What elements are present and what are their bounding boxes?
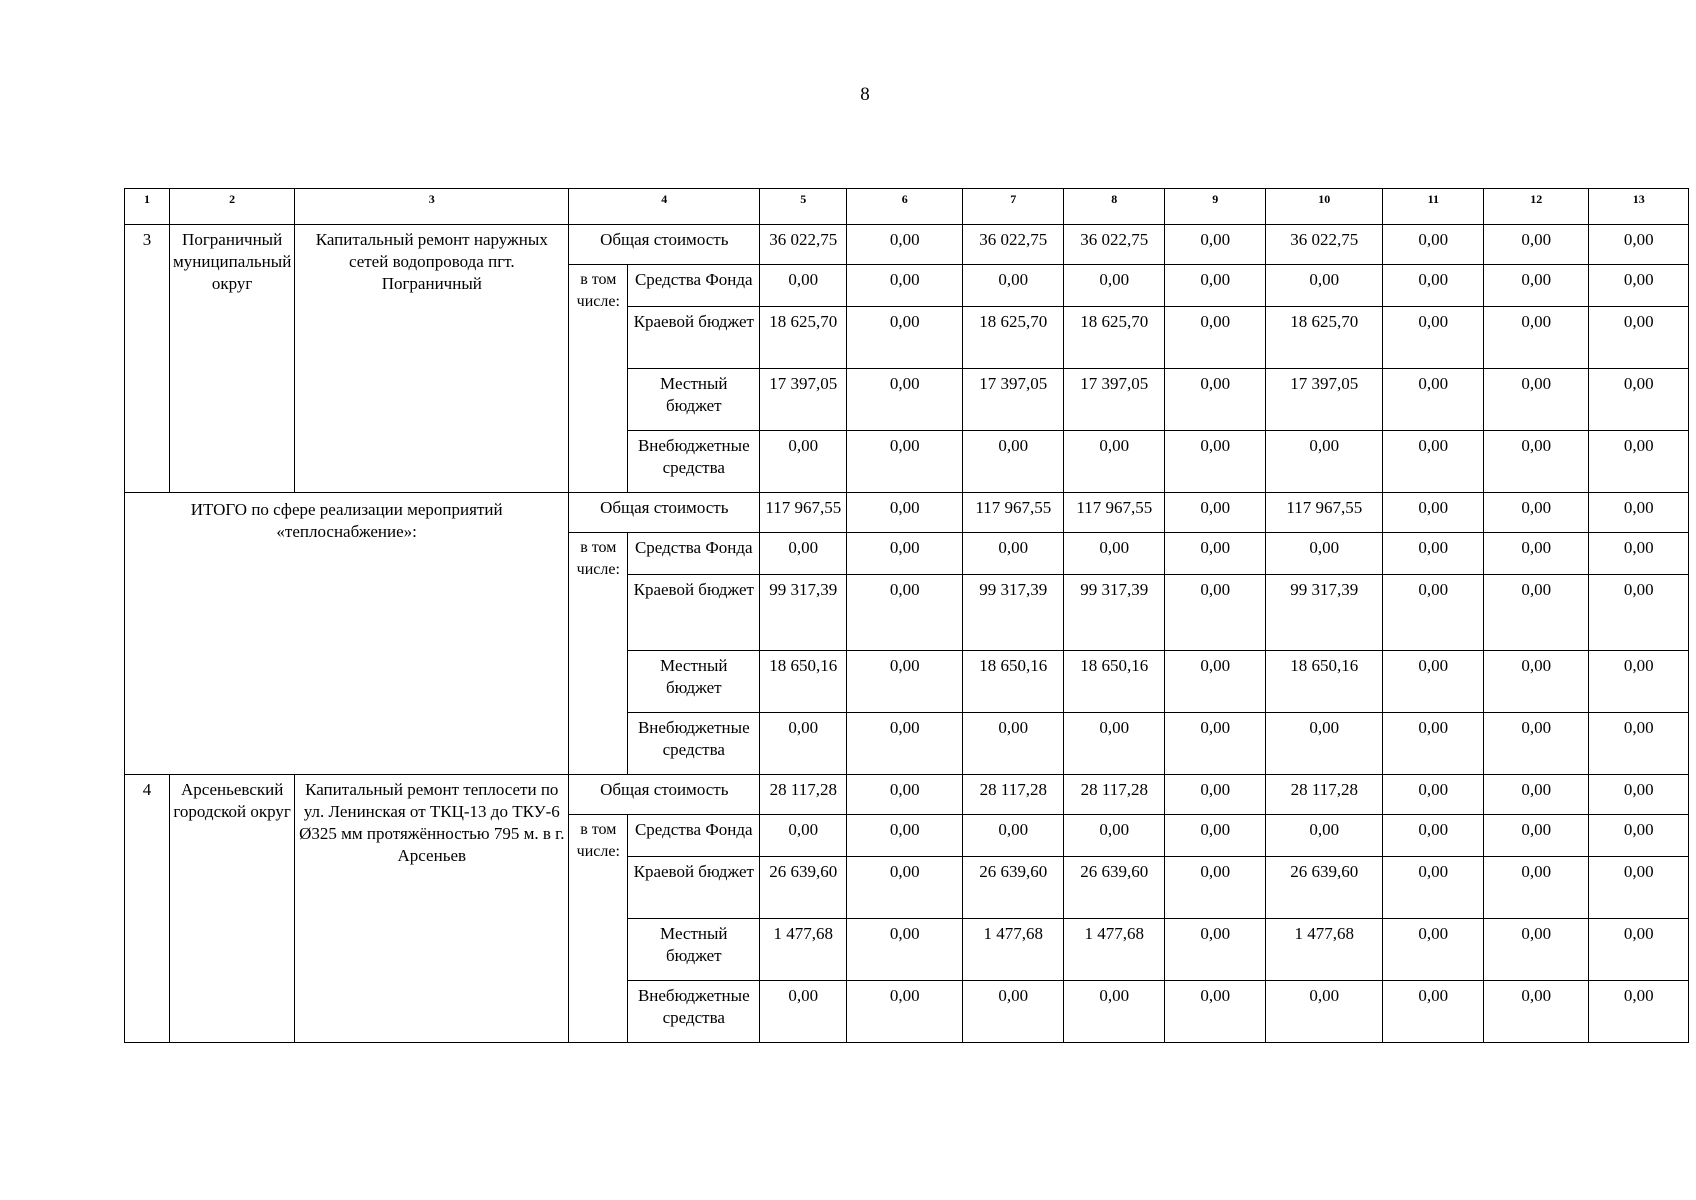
total-label: ИТОГО по сфере реализации мероприятий «теплоснабжение»: xyxy=(125,493,569,775)
in-that-number-label: в том числе: xyxy=(569,533,628,775)
value-cell: 0,00 xyxy=(760,981,847,1043)
value-cell: 0,00 xyxy=(1589,307,1689,369)
value-cell: 99 317,39 xyxy=(1266,575,1383,651)
value-cell: 0,00 xyxy=(1484,857,1589,919)
row-number: 4 xyxy=(125,775,170,1043)
total-cost-label: Общая стоимость xyxy=(569,493,760,533)
column-header: 1 xyxy=(125,189,170,225)
value-cell: 0,00 xyxy=(1165,713,1266,775)
funding-source-label: Внебюджетные средства xyxy=(628,713,760,775)
value-cell: 0,00 xyxy=(1484,981,1589,1043)
value-cell: 0,00 xyxy=(1484,575,1589,651)
funding-source-label: Краевой бюджет xyxy=(628,857,760,919)
value-cell: 0,00 xyxy=(1484,919,1589,981)
value-cell: 0,00 xyxy=(963,265,1064,307)
value-cell: 0,00 xyxy=(1064,533,1165,575)
value-cell: 17 397,05 xyxy=(1064,369,1165,431)
value-cell: 0,00 xyxy=(760,713,847,775)
value-cell: 0,00 xyxy=(1383,775,1484,815)
value-cell: 0,00 xyxy=(1165,775,1266,815)
value-cell: 0,00 xyxy=(1383,493,1484,533)
value-cell: 0,00 xyxy=(1484,493,1589,533)
value-cell: 0,00 xyxy=(847,815,963,857)
value-cell: 0,00 xyxy=(1383,919,1484,981)
column-header: 10 xyxy=(1266,189,1383,225)
value-cell: 0,00 xyxy=(1589,981,1689,1043)
value-cell: 0,00 xyxy=(1589,775,1689,815)
value-cell: 0,00 xyxy=(847,225,963,265)
in-that-number-label: в том числе: xyxy=(569,815,628,1043)
value-cell: 0,00 xyxy=(847,431,963,493)
value-cell: 36 022,75 xyxy=(760,225,847,265)
column-header: 9 xyxy=(1165,189,1266,225)
value-cell: 0,00 xyxy=(1383,815,1484,857)
column-header: 4 xyxy=(569,189,760,225)
value-cell: 99 317,39 xyxy=(1064,575,1165,651)
value-cell: 26 639,60 xyxy=(963,857,1064,919)
value-cell: 0,00 xyxy=(1165,431,1266,493)
value-cell: 36 022,75 xyxy=(1064,225,1165,265)
value-cell: 0,00 xyxy=(1589,533,1689,575)
in-that-number-label: в том числе: xyxy=(569,265,628,493)
value-cell: 0,00 xyxy=(1165,857,1266,919)
funding-source-label: Внебюджетные средства xyxy=(628,981,760,1043)
value-cell: 0,00 xyxy=(847,775,963,815)
value-cell: 0,00 xyxy=(1589,857,1689,919)
value-cell: 0,00 xyxy=(847,981,963,1043)
value-cell: 0,00 xyxy=(1064,713,1165,775)
value-cell: 0,00 xyxy=(1484,815,1589,857)
column-header: 6 xyxy=(847,189,963,225)
page-number: 8 xyxy=(860,84,870,105)
value-cell: 28 117,28 xyxy=(963,775,1064,815)
value-cell: 1 477,68 xyxy=(963,919,1064,981)
value-cell: 0,00 xyxy=(963,815,1064,857)
column-header: 13 xyxy=(1589,189,1689,225)
value-cell: 0,00 xyxy=(1589,265,1689,307)
value-cell: 99 317,39 xyxy=(963,575,1064,651)
value-cell: 0,00 xyxy=(1266,981,1383,1043)
value-cell: 26 639,60 xyxy=(1064,857,1165,919)
value-cell: 0,00 xyxy=(1266,713,1383,775)
value-cell: 0,00 xyxy=(1589,431,1689,493)
value-cell: 0,00 xyxy=(847,307,963,369)
value-cell: 0,00 xyxy=(847,919,963,981)
value-cell: 0,00 xyxy=(1383,431,1484,493)
value-cell: 117 967,55 xyxy=(760,493,847,533)
value-cell: 0,00 xyxy=(1484,265,1589,307)
value-cell: 0,00 xyxy=(1383,533,1484,575)
value-cell: 0,00 xyxy=(847,493,963,533)
value-cell: 18 650,16 xyxy=(1064,651,1165,713)
funding-source-label: Местный бюджет xyxy=(628,369,760,431)
value-cell: 0,00 xyxy=(1165,919,1266,981)
funding-source-label: Краевой бюджет xyxy=(628,575,760,651)
budget-table xyxy=(124,188,1689,1043)
value-cell: 0,00 xyxy=(847,575,963,651)
value-cell: 0,00 xyxy=(760,533,847,575)
value-cell: 0,00 xyxy=(1064,265,1165,307)
value-cell: 0,00 xyxy=(1589,575,1689,651)
value-cell: 0,00 xyxy=(963,431,1064,493)
funding-source-label: Местный бюджет xyxy=(628,919,760,981)
column-header: 2 xyxy=(170,189,295,225)
value-cell: 0,00 xyxy=(847,651,963,713)
project-name: Капитальный ремонт теплосети по ул. Ленинская от ТКЦ-13 до ТКУ-6 Ø325 мм протяжённостью 795 м. в г. Арсеньев xyxy=(295,775,569,1043)
table-row xyxy=(125,775,1689,815)
funding-source-label: Средства Фонда xyxy=(628,815,760,857)
value-cell: 0,00 xyxy=(847,533,963,575)
value-cell: 0,00 xyxy=(1589,651,1689,713)
value-cell: 0,00 xyxy=(760,815,847,857)
value-cell: 0,00 xyxy=(1165,981,1266,1043)
total-cost-label: Общая стоимость xyxy=(569,225,760,265)
value-cell: 0,00 xyxy=(1064,431,1165,493)
value-cell: 0,00 xyxy=(1165,369,1266,431)
value-cell: 0,00 xyxy=(1064,981,1165,1043)
value-cell: 0,00 xyxy=(1165,225,1266,265)
funding-source-label: Средства Фонда xyxy=(628,533,760,575)
value-cell: 28 117,28 xyxy=(760,775,847,815)
value-cell: 0,00 xyxy=(1484,651,1589,713)
value-cell: 0,00 xyxy=(1165,307,1266,369)
value-cell: 0,00 xyxy=(847,369,963,431)
value-cell: 1 477,68 xyxy=(1064,919,1165,981)
value-cell: 0,00 xyxy=(1266,533,1383,575)
value-cell: 0,00 xyxy=(1589,493,1689,533)
value-cell: 18 650,16 xyxy=(760,651,847,713)
value-cell: 117 967,55 xyxy=(1064,493,1165,533)
column-header: 7 xyxy=(963,189,1064,225)
value-cell: 0,00 xyxy=(1383,651,1484,713)
funding-source-label: Местный бюджет xyxy=(628,651,760,713)
value-cell: 117 967,55 xyxy=(1266,493,1383,533)
value-cell: 0,00 xyxy=(1165,265,1266,307)
value-cell: 0,00 xyxy=(1165,575,1266,651)
value-cell: 0,00 xyxy=(1484,775,1589,815)
value-cell: 18 625,70 xyxy=(1064,307,1165,369)
value-cell: 28 117,28 xyxy=(1266,775,1383,815)
municipality-name: Арсеньевский городской округ xyxy=(170,775,295,1043)
value-cell: 18 625,70 xyxy=(963,307,1064,369)
value-cell: 36 022,75 xyxy=(963,225,1064,265)
value-cell: 17 397,05 xyxy=(1266,369,1383,431)
value-cell: 26 639,60 xyxy=(760,857,847,919)
value-cell: 0,00 xyxy=(1266,265,1383,307)
project-name: Капитальный ремонт наружных сетей водопровода пгт. Пограничный xyxy=(295,225,569,493)
value-cell: 117 967,55 xyxy=(963,493,1064,533)
value-cell: 1 477,68 xyxy=(1266,919,1383,981)
value-cell: 0,00 xyxy=(760,431,847,493)
value-cell: 0,00 xyxy=(1165,493,1266,533)
column-header: 5 xyxy=(760,189,847,225)
row-number: 3 xyxy=(125,225,170,493)
value-cell: 0,00 xyxy=(1266,431,1383,493)
value-cell: 0,00 xyxy=(1484,713,1589,775)
value-cell: 99 317,39 xyxy=(760,575,847,651)
column-header: 12 xyxy=(1484,189,1589,225)
value-cell: 0,00 xyxy=(847,265,963,307)
value-cell: 0,00 xyxy=(1383,265,1484,307)
value-cell: 0,00 xyxy=(1383,225,1484,265)
value-cell: 0,00 xyxy=(963,713,1064,775)
value-cell: 18 625,70 xyxy=(760,307,847,369)
value-cell: 0,00 xyxy=(1165,815,1266,857)
value-cell: 0,00 xyxy=(1165,533,1266,575)
value-cell: 0,00 xyxy=(1165,651,1266,713)
funding-source-label: Внебюджетные средства xyxy=(628,431,760,493)
funding-source-label: Краевой бюджет xyxy=(628,307,760,369)
value-cell: 0,00 xyxy=(1589,369,1689,431)
value-cell: 18 650,16 xyxy=(963,651,1064,713)
municipality-name: Пограничный муниципальный округ xyxy=(170,225,295,493)
header-row xyxy=(125,189,1689,225)
value-cell: 0,00 xyxy=(1383,981,1484,1043)
value-cell: 0,00 xyxy=(1589,815,1689,857)
value-cell: 0,00 xyxy=(1484,225,1589,265)
value-cell: 0,00 xyxy=(760,265,847,307)
value-cell: 36 022,75 xyxy=(1266,225,1383,265)
value-cell: 0,00 xyxy=(847,857,963,919)
value-cell: 0,00 xyxy=(1589,919,1689,981)
value-cell: 0,00 xyxy=(1266,815,1383,857)
value-cell: 0,00 xyxy=(963,981,1064,1043)
value-cell: 1 477,68 xyxy=(760,919,847,981)
table-row xyxy=(125,493,1689,533)
value-cell: 0,00 xyxy=(1383,575,1484,651)
funding-source-label: Средства Фонда xyxy=(628,265,760,307)
column-header: 3 xyxy=(295,189,569,225)
value-cell: 0,00 xyxy=(963,533,1064,575)
column-header: 11 xyxy=(1383,189,1484,225)
value-cell: 0,00 xyxy=(847,713,963,775)
value-cell: 0,00 xyxy=(1064,815,1165,857)
value-cell: 26 639,60 xyxy=(1266,857,1383,919)
value-cell: 0,00 xyxy=(1484,533,1589,575)
value-cell: 0,00 xyxy=(1589,225,1689,265)
table-row xyxy=(125,225,1689,265)
value-cell: 0,00 xyxy=(1484,307,1589,369)
value-cell: 28 117,28 xyxy=(1064,775,1165,815)
value-cell: 0,00 xyxy=(1484,431,1589,493)
value-cell: 0,00 xyxy=(1484,369,1589,431)
value-cell: 17 397,05 xyxy=(963,369,1064,431)
value-cell: 0,00 xyxy=(1589,713,1689,775)
value-cell: 17 397,05 xyxy=(760,369,847,431)
value-cell: 18 625,70 xyxy=(1266,307,1383,369)
value-cell: 0,00 xyxy=(1383,307,1484,369)
total-cost-label: Общая стоимость xyxy=(569,775,760,815)
value-cell: 0,00 xyxy=(1383,369,1484,431)
column-header: 8 xyxy=(1064,189,1165,225)
value-cell: 0,00 xyxy=(1383,857,1484,919)
value-cell: 18 650,16 xyxy=(1266,651,1383,713)
value-cell: 0,00 xyxy=(1383,713,1484,775)
